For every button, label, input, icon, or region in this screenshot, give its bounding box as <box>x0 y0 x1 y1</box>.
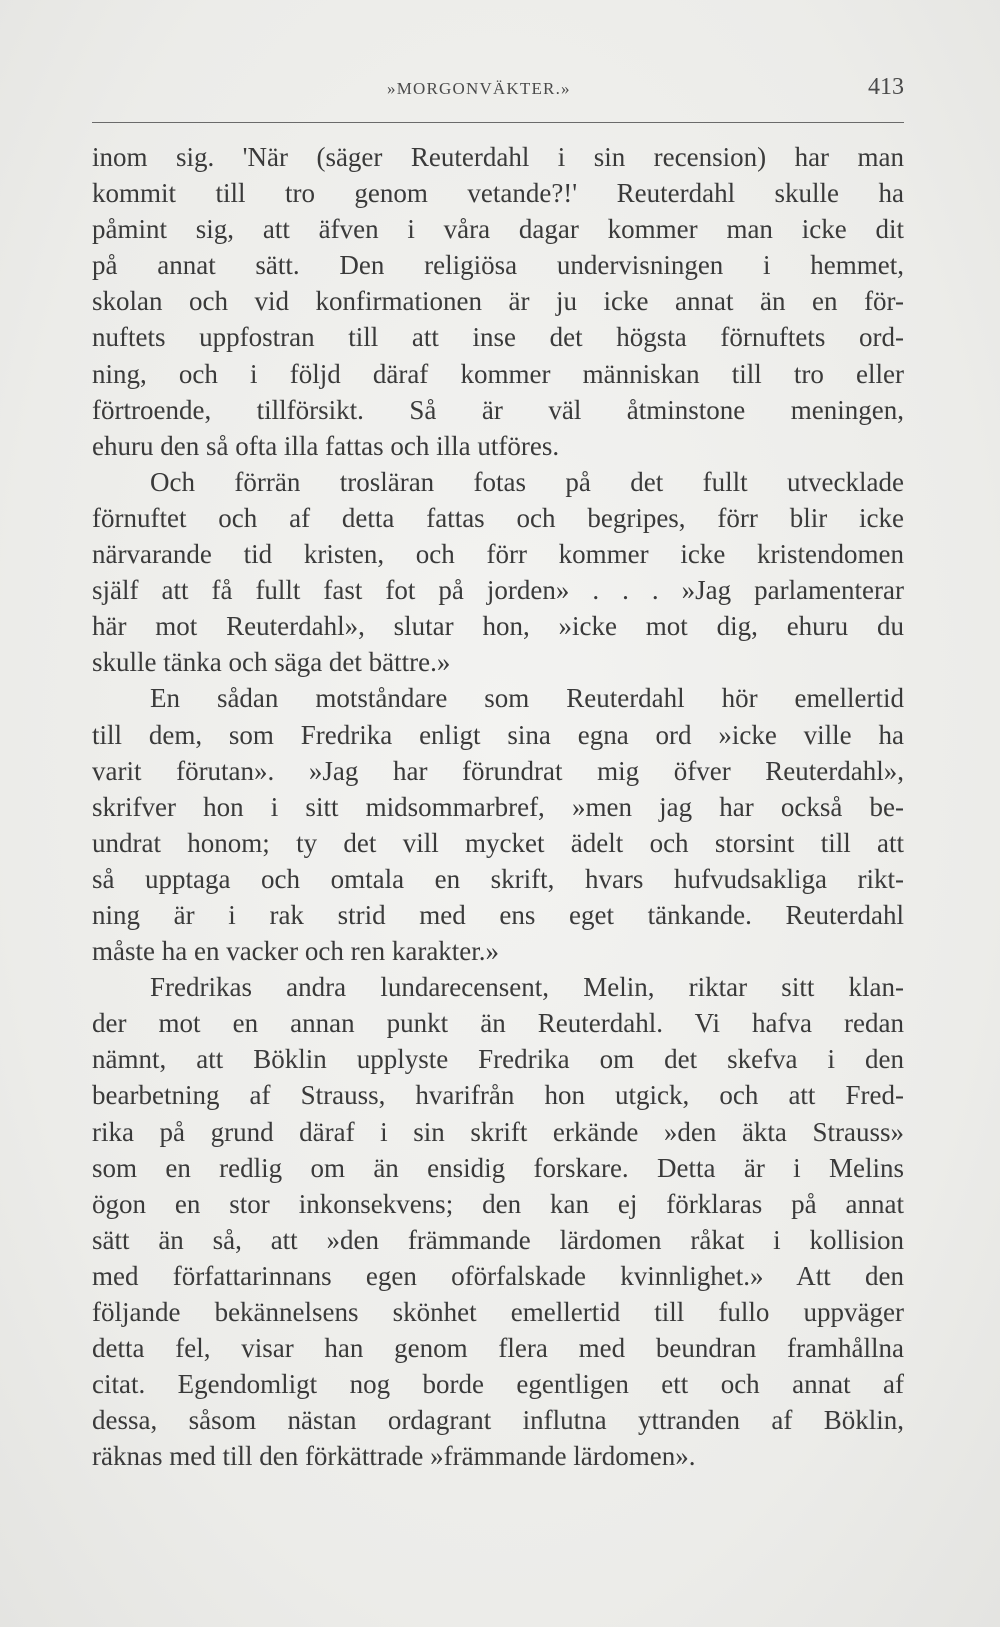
text-line: varit förutan». »Jag har förundrat mig öfver Reuterdahl», <box>92 755 904 786</box>
text-line: detta fel, visar han genom flera med beundran framhållna <box>92 1333 904 1364</box>
text-line: der mot en annan punkt än Reuterdahl. Vi hafva redan <box>92 1008 904 1039</box>
text-line: räknas med till den förkättrade »främmande lärdomen». <box>92 1441 696 1472</box>
text-line: sätt än så, att »den främmande lärdomen råkat i kollision <box>92 1224 904 1255</box>
text-line: förnuftet och af detta fattas och begripes, förr blir icke <box>92 502 904 533</box>
text-line: nämnt, att Böklin upplyste Fredrika om det skefva i den <box>92 1044 904 1075</box>
text-line: ning är i rak strid med ens eget tänkande. Reuterdahl <box>92 899 904 930</box>
text-line: bearbetning af Strauss, hvarifrån hon utgick, och att Fred- <box>92 1080 904 1111</box>
text-line: kommit till tro genom vetande?!' Reuterdahl skulle ha <box>92 178 904 209</box>
text-line: En sådan motståndare som Reuterdahl hör emellertid <box>150 683 904 714</box>
text-line: rika på grund däraf i sin skrift erkände »den äkta Strauss» <box>92 1116 904 1147</box>
text-line: här mot Reuterdahl», slutar hon, »icke mot dig, ehuru du <box>92 611 904 642</box>
text-line: förtroende, tillförsikt. Så är väl åtminstone meningen, <box>92 394 904 425</box>
text-line: inom sig. 'När (säger Reuterdahl i sin recension) har man <box>92 142 904 172</box>
text-line: själf att få fullt fast fot på jorden» . . . »Jag parlamenterar <box>92 575 904 606</box>
text-line: skrifver hon i sitt midsommarbref, »men jag har också be- <box>92 791 904 822</box>
page-header <box>92 68 904 108</box>
text-line: nuftets uppfostran till att inse det högsta förnuftets ord- <box>92 322 904 353</box>
text-line: så upptaga och omtala en skrift, hvars hufvudsakliga rikt- <box>92 863 904 894</box>
text-line: påmint sig, att äfven i våra dagar kommer man icke dit <box>92 214 904 245</box>
text-line: som en redlig om än ensidig forskare. Detta är i Melins <box>92 1152 904 1183</box>
text-line: ning, och i följd däraf kommer människan till tro eller <box>92 358 904 389</box>
text-line: ehuru den så ofta illa fattas och illa utföres. <box>92 430 560 461</box>
text-line: Fredrikas andra lundarecensent, Melin, riktar sitt klan- <box>150 972 904 1003</box>
text-line: ögon en stor inkonsekvens; den kan ej förklaras på annat <box>92 1188 904 1219</box>
text-line: följande bekännelsens skönhet emellertid till fullo uppväger <box>92 1297 904 1327</box>
text-line: med författarinnans egen oförfalskade kvinnlighet.» Att den <box>92 1260 904 1291</box>
text-line: måste ha en vacker och ren karakter.» <box>92 936 500 967</box>
text-line: på annat sätt. Den religiösa undervisningen i hemmet, <box>92 250 904 281</box>
text-line: skolan och vid konfirmationen är ju icke annat än en för- <box>92 286 904 317</box>
text-line: närvarande tid kristen, och förr kommer icke kristendomen <box>92 539 904 570</box>
header-rule <box>92 122 904 123</box>
text-line: Och förrän trosläran fotas på det fullt utvecklade <box>150 466 904 497</box>
page-number: 413 <box>868 74 904 100</box>
text-line: skulle tänka och säga det bättre.» <box>92 647 451 678</box>
text-line: till dem, som Fredrika enligt sina egna ord »icke ville ha <box>92 719 904 750</box>
text-line: dessa, såsom nästan ordagrant influtna yttranden af Böklin, <box>92 1405 904 1436</box>
body-text <box>92 139 904 1474</box>
running-head: »MORGONVÄKTER.» <box>387 79 571 98</box>
text-line: undrat honom; ty det vill mycket ädelt och storsint till att <box>92 827 904 858</box>
text-line: citat. Egendomligt nog borde egentligen ett och annat af <box>92 1369 904 1400</box>
